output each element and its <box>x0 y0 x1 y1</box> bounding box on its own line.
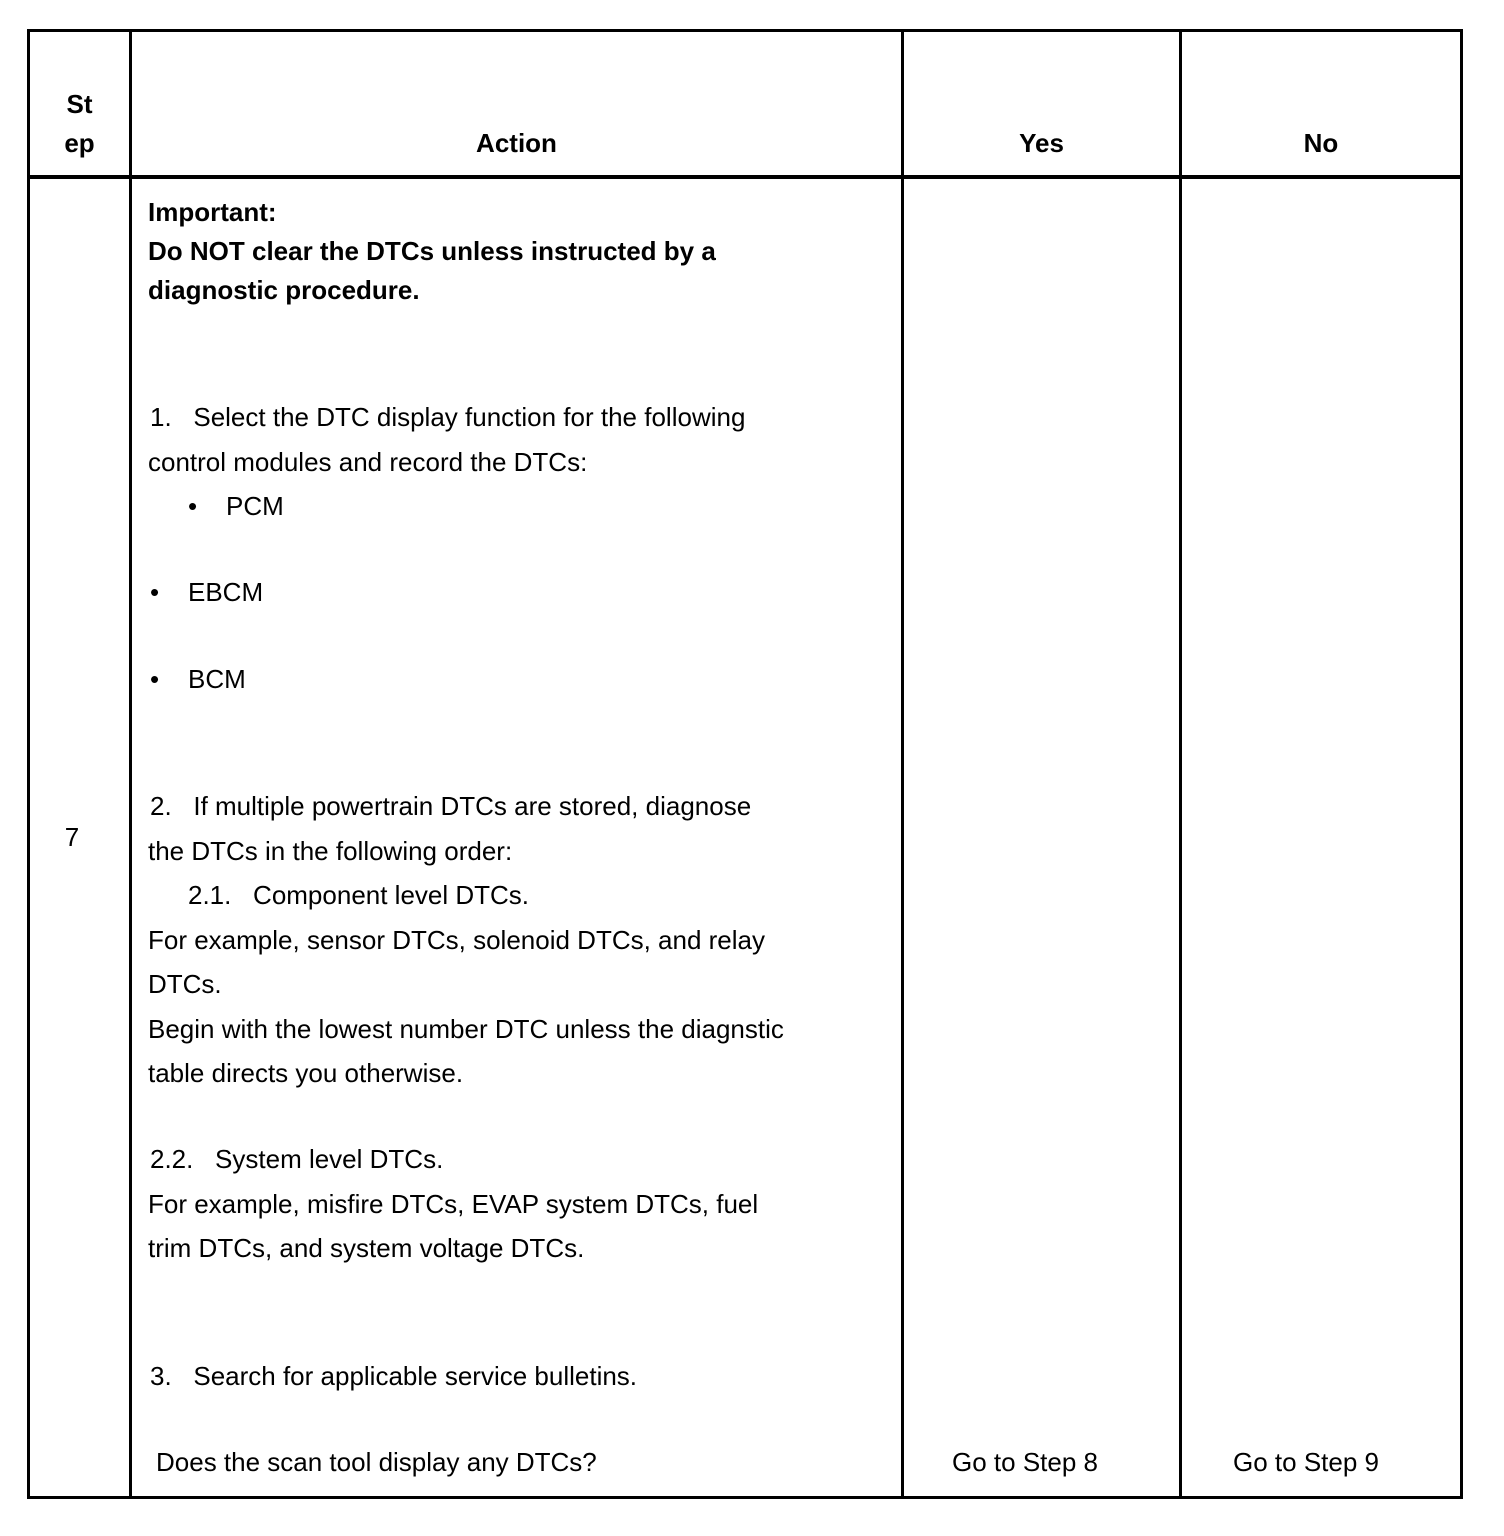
header-yes: Yes <box>1019 128 1064 158</box>
yes-outcome: Go to Step 8 <box>952 1447 1098 1477</box>
step-item-2-2: 2.2. System level DTCs. <box>150 1144 444 1174</box>
question: Does the scan tool display any DTCs? <box>156 1447 597 1477</box>
step-item-2-1: 2.1. Component level DTCs. <box>188 880 530 910</box>
important-text-line1: Do NOT clear the DTCs unless instructed by a <box>148 236 716 266</box>
bullet-ebcm: • EBCM <box>150 577 264 607</box>
header-step-line2: ep <box>64 128 95 158</box>
item-2-1-note-line2: table directs you otherwise. <box>148 1058 464 1088</box>
bullet-bcm: • BCM <box>150 664 246 694</box>
header-no: No <box>1303 128 1339 158</box>
step-number: 7 <box>64 822 80 852</box>
step-item-1-line2: control modules and record the DTCs: <box>148 447 588 477</box>
item-2-1-note-line1: Begin with the lowest number DTC unless the diagnstic <box>148 1014 784 1044</box>
item-2-2-example-line2: trim DTCs, and system voltage DTCs. <box>148 1233 585 1263</box>
column-divider-step <box>129 29 132 1499</box>
header-step-line1: St <box>66 89 93 119</box>
column-divider-yes <box>1179 29 1182 1499</box>
item-2-2-example-line1: For example, misfire DTCs, EVAP system DTCs, fuel <box>148 1189 759 1219</box>
column-divider-action <box>901 29 904 1499</box>
step-item-3: 3. Search for applicable service bulletins. <box>150 1361 638 1391</box>
bullet-pcm: • PCM <box>188 491 284 521</box>
step-item-2-line1: 2. If multiple powertrain DTCs are stored, diagnose <box>150 791 752 821</box>
step-item-2-line2: the DTCs in the following order: <box>148 836 513 866</box>
item-2-1-example-line2: DTCs. <box>148 969 222 999</box>
header-divider <box>27 175 1463 179</box>
important-label: Important: <box>148 197 277 227</box>
item-2-1-example-line1: For example, sensor DTCs, solenoid DTCs, and relay <box>148 925 766 955</box>
important-text-line2: diagnostic procedure. <box>148 275 420 305</box>
header-action: Action <box>476 128 557 158</box>
no-outcome: Go to Step 9 <box>1233 1447 1379 1477</box>
step-item-1-line1: 1. Select the DTC display function for the following <box>150 402 746 432</box>
